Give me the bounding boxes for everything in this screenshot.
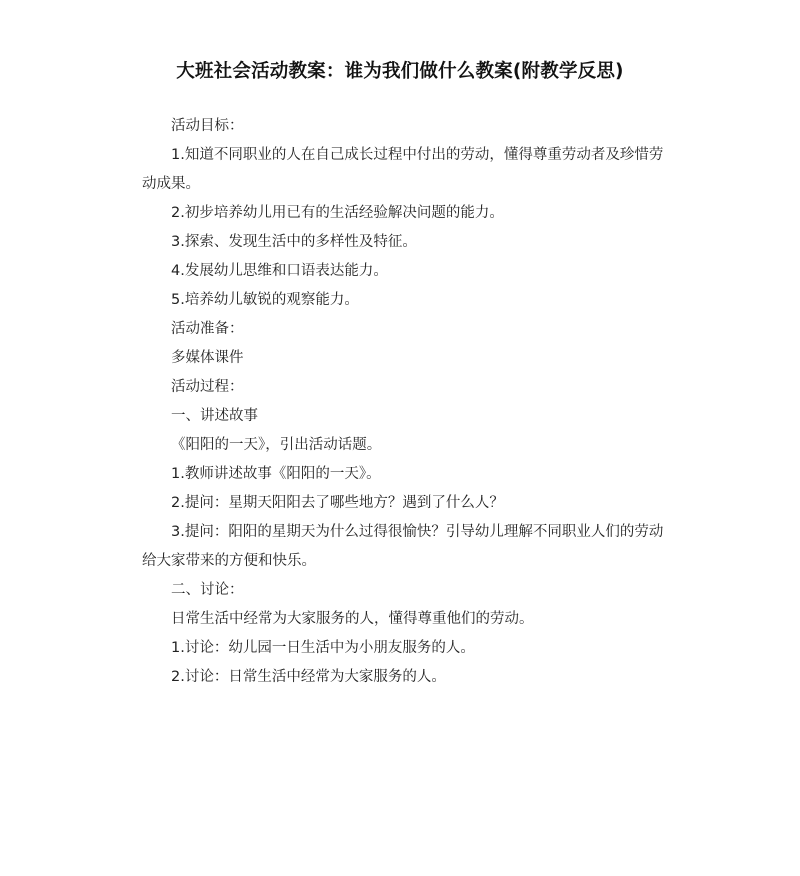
paragraph-preparation-item: 多媒体课件 [171, 350, 244, 366]
paragraph-objective-5: 5.培养幼儿敏锐的观察能力。 [171, 292, 359, 308]
paragraph-discussion-intro: 日常生活中经常为大家服务的人，懂得尊重他们的劳动。 [171, 611, 534, 627]
document-body [142, 112, 691, 692]
paragraph-line-continued: 动成果。 [142, 176, 200, 192]
paragraph-preparation-heading: 活动准备： [171, 321, 244, 337]
paragraph-section-story: 一、讲述故事 [171, 408, 258, 424]
paragraph-objective-1 [142, 141, 691, 199]
paragraph-objective-3: 3.探索、发现生活中的多样性及特征。 [171, 234, 417, 250]
paragraph-line: 3.提问：阳阳的星期天为什么过得很愉快？引导幼儿理解不同职业人们的劳动 [171, 524, 664, 540]
paragraph-objectives-heading: 活动目标： [171, 118, 244, 134]
paragraph-section-discussion: 二、讨论： [171, 582, 244, 598]
paragraph-story-intro: 《阳阳的一天》，引出活动话题。 [171, 437, 382, 453]
paragraph-story-step-2: 2.提问：星期天阳阳去了哪些地方？遇到了什么人？ [171, 495, 504, 511]
paragraph-line: 1.知道不同职业的人在自己成长过程中付出的劳动，懂得尊重劳动者及珍惜劳 [171, 147, 664, 163]
paragraph-discussion-1: 1.讨论：幼儿园一日生活中为小朋友服务的人。 [171, 640, 475, 656]
paragraph-discussion-2: 2.讨论：日常生活中经常为大家服务的人。 [171, 669, 446, 685]
paragraph-story-step-3 [142, 518, 691, 576]
paragraph-process-heading: 活动过程： [171, 379, 244, 395]
paragraph-objective-4: 4.发展幼儿思维和口语表达能力。 [171, 263, 388, 279]
paragraph-objective-2: 2.初步培养幼儿用已有的生活经验解决问题的能力。 [171, 205, 504, 221]
document-title: 大班社会活动教案：谁为我们做什么教案(附教学反思) [176, 61, 624, 82]
paragraph-story-step-1: 1.教师讲述故事《阳阳的一天》。 [171, 466, 381, 482]
paragraph-line-continued: 给大家带来的方便和快乐。 [142, 553, 316, 569]
